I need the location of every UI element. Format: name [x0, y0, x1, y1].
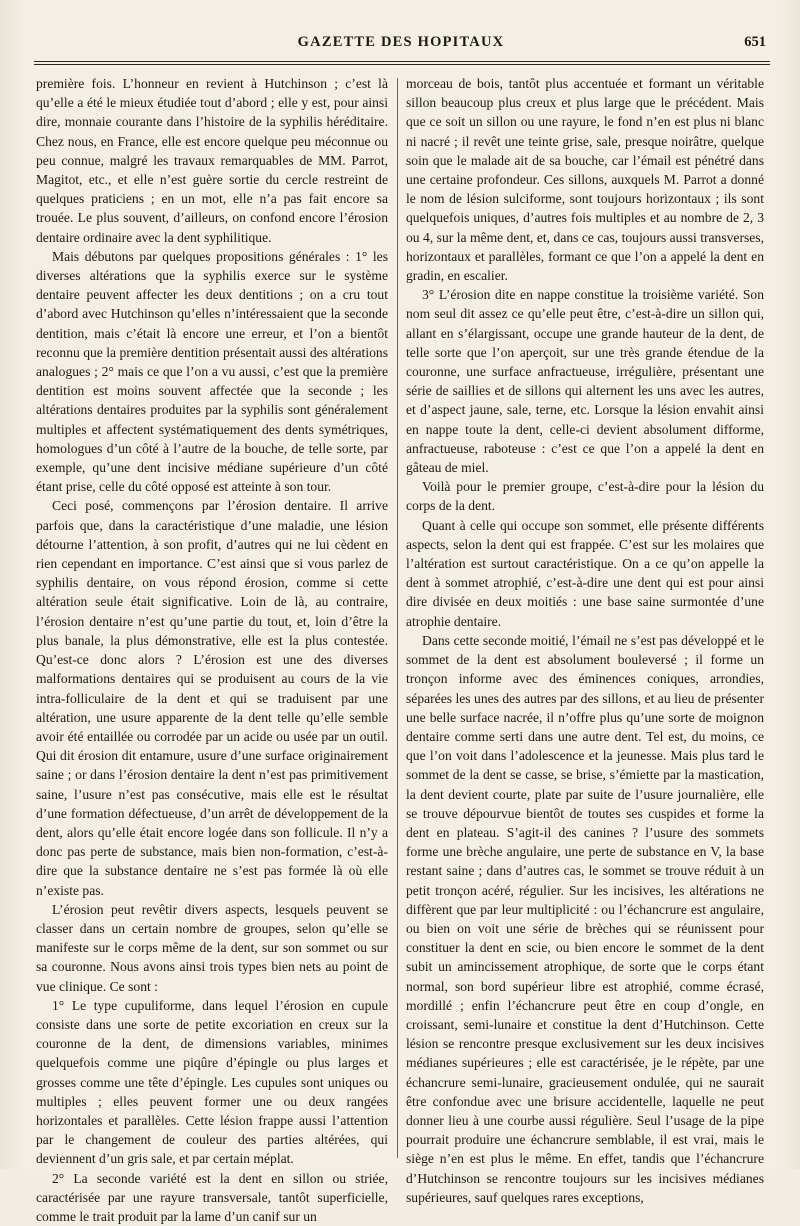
- article-body: [36, 74, 770, 1224]
- paragraph: Mais débutons par quelques propositions générales : 1° les diverses altérations que la syphilis exerce sur le système dentaire peuvent affecter les deux dentitions ; on a cru tout d’abord avec Hutchinson qu’elles n’intéressaient que la seconde dentition, mais c’était là encore une erreur, et l’on a bientôt reconnu que la première dentition présentait aussi des altérations analogues ; 2° mais ce que l’on a vu aussi, c’est que la première dentition est moins souvent affectée que la seconde ; les altérations dentaires produites par la syphilis sont généralement multiples et affectent systématiquement des dents symétriques, homologues d’un côté à l’autre de la bouche, de telle sorte, par exemple, qu’une dent incisive médiane supérieure d’un côté étant prise, celle du côté opposé est atteinte à son tour.: [36, 248, 388, 495]
- paragraph: Dans cette seconde moitié, l’émail ne s’est pas développé et le sommet de la dent est absolument bouleversé ; il forme un tronçon informe avec des éminences coniques, arrondies, séparées les unes des autres par des sillons, et au lieu de présenter une belle surface nacrée, il n’offre plus qu’une sorte de moignon dentaire comme serti dans une autre dent. Tel est, du moins, ce que l’on voit dans l’adolescence et la jeunesse. Mais plus tard le sommet de la dent se casse, se brise, s’émiette par la mastication, la dent devient courte, plate par suite de l’usure journalière, elle se trouve dépourvue bientôt de toutes ses cuspides et forme la dent en plateau. S’agit-il des canines ? l’usure des sommets forme une brèche angulaire, une perte de substance en V, la base restant saine ; dans d’autres cas, le sommet se trouve réduit à un petit tronçon acéré, régulier. Sur les incisives, les altérations ne diffèrent que par leur multiplicité : ou l’échancrure est angulaire, ou bien on voit une série de brèches qui se réunissent pour constituer la dent en scie, ou bien encore le sommet de la dent subit un amincissement atrophique, de sorte que le corps étant normal, son bord supérieur libre est atrophié, comme écrasé, mordillé ; enfin l’échancrure peut être en coup d’ongle, en croissant, semi-lunaire et constitue la dent d’Hutchinson. Cette lésion se rencontre presque exclusivement sur les deux incisives médianes supérieures ; elle est caractérisée, je le répète, par une échancrure semi-lunaire, gracieusement ondulée, qui ne saurait être confondue avec une brisure accidentelle, laquelle ne peut donner lieu à une courbe aussi régulière. Seul l’usage de la pipe pourrait produire une échancrure semblable, il est vrai, mais le siège n’en est plus le même. En effet, tandis que l’échancrure d’Hutchinson se rencontre toujours sur les incisives médianes supérieures, sauf quelques rares exceptions,: [406, 632, 764, 1205]
- paragraph: Voilà pour le premier groupe, c’est-à-dire pour la lésion du corps de la dent.: [406, 479, 764, 514]
- column-divider: [397, 78, 398, 1158]
- paragraph: morceau de bois, tantôt plus accentuée et formant un véritable sillon beaucoup plus creux et plus large que le précédent. Mais que ce soit un sillon ou une rayure, le fond n’en est plus ni blanc ni nacré ; il revêt une teinte grise, sale, presque noirâtre, quelque soin que le malade ait de sa bouche, car l’émail est pénétré dans une certaine profondeur. Ces sillons, auxquels M. Parrot a donné le nom de lésion sulciforme, sont toujours horizontaux ; ils sont quelquefois uniques, d’autres fois multiples et au nombre de 2, 3 ou 4, sur la même dent, et, dans ce cas, toujours aussi transverses, horizontaux et parallèles, formant ce que l’on a appelé la dent en gradin, en escalier.: [406, 76, 764, 284]
- header-rule-thick: [34, 61, 770, 62]
- paragraph: 2° La seconde variété est la dent en sillon ou striée, caractérisée par une rayure transversale, tantôt superficielle, comme le trait produit par la lame d’un canif sur un: [36, 1170, 388, 1224]
- page-number: 651: [744, 34, 766, 50]
- header-rule-thin: [34, 64, 770, 65]
- paragraph: Ceci posé, commençons par l’érosion dentaire. Il arrive parfois que, dans la caractéristique d’une maladie, une lésion détourne l’attention, à son profit, d’autres qui ne lui cèdent en rien cependant en importance. C’est ainsi que si vous parlez de syphilis dentaire, on vous répond érosion, comme si cette altération seule était significative. Loin de là, au contraire, l’érosion dentaire n’est qu’une partie du tout, et, loin d’être la plus banale, la plus démonstrative, elle est la plus contestée. Qu’est-ce donc alors ? L’érosion est une des diverses malformations dentaires qui se produisent au cours de la vie intra-folliculaire de la dent et qui se traduisent par une altération, une usure apparente de la dent telle qu’elle semble avoir été entaillée ou corrodée par un acide ou usée par un outil. Qui dit érosion dit entamure, usure d’une surface originairement saine ; or dans l’érosion dentaire la dent n’est pas primitivement saine, l’usure n’est pas consécutive, mais elle est le résultat d’une formation défectueuse, d’un arrêt de développement de la dent, alors qu’elle était encore logée dans son follicule. Il n’y a donc pas perte de substance, mais bien non-formation, c’est-à-dire que la substance dentaire ne s’est pas formée là où elle n’existe pas.: [36, 498, 388, 898]
- paragraph: 1° Le type cupuliforme, dans lequel l’érosion en cupule consiste dans une sorte de petite excoriation en creux sur la couronne de la dent, de dimensions variables, minimes quelquefois comme une piqûre d’épingle ou plus larges et grosses comme une tête d’épingle. Les cupules sont uniques ou multiples ; elles peuvent former une ou deux rangées horizontales et parallèles. Cette lésion frappe aussi l’attention par le changement de couleur des parties altérées, qui deviennent d’un gris sale, et par certain méplat.: [36, 997, 388, 1167]
- page-header: [36, 34, 766, 56]
- paragraph: L’érosion peut revêtir divers aspects, lesquels peuvent se classer dans un certain nombre de groupes, selon qu’elle se manifeste sur le corps même de la dent, sur son sommet ou sur sa couronne. Nous avons ainsi trois types bien nets au point de vue clinique. Ce sont :: [36, 901, 388, 994]
- right-column: [406, 74, 764, 1205]
- running-title: GAZETTE DES HOPITAUX: [297, 34, 505, 50]
- left-column: [36, 74, 388, 1224]
- paragraph: 3° L’érosion dite en nappe constitue la troisième variété. Son nom seul dit assez ce qu’elle peut être, c’est-à-dire un sillon qui, allant en s’élargissant, occupe une grande hauteur de la dent, de telle sorte que l’on aperçoit, sur une très grande étendue de la couronne, une surface anfractueuse, irrégulière, présentant une série de saillies et de sillons qui alternent les uns avec les autres, et d’aspect jaune, sale, terne, etc. Lorsque la lésion envahit ainsi en nappe toute la dent, celle-ci devient absolument difforme, anfractueuse, raboteuse : c’est ce que l’on a appelé la dent en gâteau de miel.: [406, 287, 764, 476]
- paragraph: Quant à celle qui occupe son sommet, elle présente différents aspects, selon la dent qui est frappée. C’est sur les molaires que l’altération est surtout caractéristique. On a ce qu’on appelle la dent à sommet atrophié, c’est-à-dire une dent qui est pour ainsi dire divisée en deux moitiés : une base saine surmontée d’une atrophie dentaire.: [406, 517, 764, 629]
- paragraph: première fois. L’honneur en revient à Hutchinson ; c’est là qu’elle a été le mieux étudiée tout d’abord ; elle y est, pour ainsi dire, monnaie courante dans l’histoire de la syphilis héréditaire. Chez nous, en France, elle est encore quelque peu méconnue ou peu connue, malgré les travaux remarquables de MM. Parrot, Magitot, etc., et elle n’est guère sortie du cercle restreint de quelques praticiens ; en un mot, elle n’a pas fait encore sa trouée. Le plus souvent, d’ailleurs, on confond encore l’érosion dentaire ordinaire avec la dent syphilitique.: [36, 76, 388, 245]
